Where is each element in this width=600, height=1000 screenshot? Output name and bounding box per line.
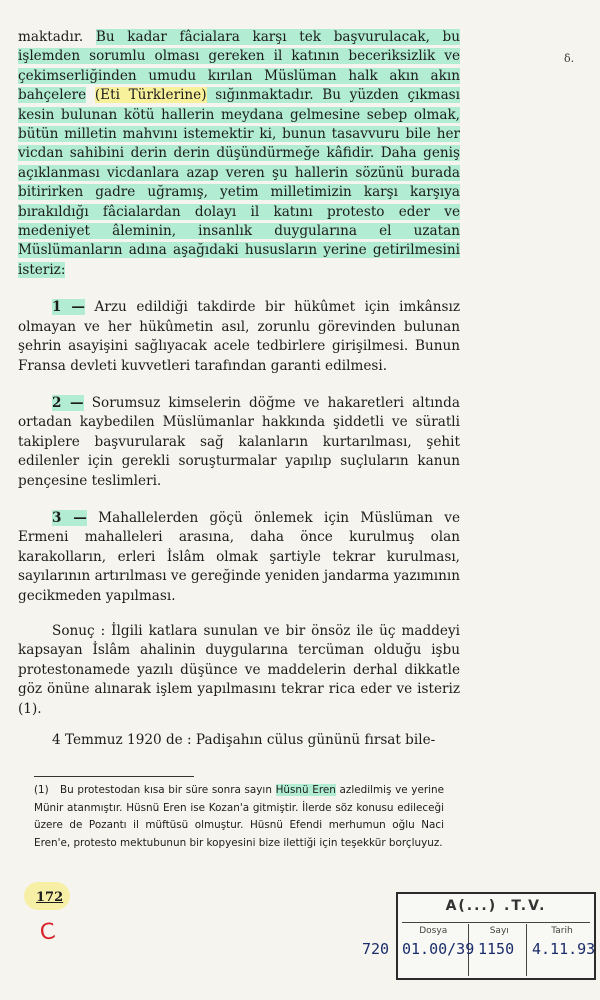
list-item xyxy=(18,509,460,606)
list-item xyxy=(18,298,460,376)
stamp-header: A(...) .T.V. xyxy=(445,898,547,914)
stamp-label: Dosya xyxy=(419,926,448,936)
body-text xyxy=(18,28,460,750)
stamp-labels xyxy=(398,926,594,936)
stamp-sayi: 1150 xyxy=(478,940,515,958)
footnote-highlight-name: Hüsnü Eren xyxy=(275,784,336,796)
handwritten-mark: C xyxy=(38,919,58,946)
archive-stamp xyxy=(396,892,596,980)
stamp-divider xyxy=(402,922,590,923)
stamp-label: Tarih xyxy=(551,926,573,936)
intro-highlight-green: Bu kadar fâcialara karşı tek başvurulacak, bu işlemden sorumlu olması gereken il katının beceriksizlik ve çekimserliğinden umudu kırılan Müslüman halk akın akın bahçelere xyxy=(18,29,461,104)
stamp-label: Sayı xyxy=(489,926,509,936)
intro-paragraph xyxy=(18,28,460,280)
item-number: 1 — xyxy=(52,299,86,316)
item-text: Mahallelerden göçü önlemek için Müslüman ve Ermeni mahalleleri arasına, daha önce kurulmuş olan karakolların, erleri İslâm olmak şartiyle tekrar kurulması, sayılarının artırılması ve gereğinde yeniden jandarma yazımının gecikmeden yapılması. xyxy=(18,509,460,604)
intro-before: maktadır. xyxy=(18,29,96,45)
margin-mark: δ. xyxy=(564,52,575,65)
stamp-separator xyxy=(526,924,527,976)
dateline-paragraph: 4 Temmuz 1920 de : Padişahın cülus gününü fırsat bile- xyxy=(52,732,436,748)
footnote-after: azledilmiş ve yerine Münir atanmıştır. Hüsnü Eren ise Kozan'a gitmiştir. İlerde söz konusu edileceği üzere de Pozantı il müftüsü olmuştur. Hüsnü Efendi merhumun oğlu Naci Eren'e, protesto mektubunun bir kopyesini bize ilettiği için teşekkür borçluyuz. xyxy=(34,784,444,849)
footnote xyxy=(34,782,444,852)
stamp-dosya: 01.00/39 xyxy=(402,940,475,958)
footnote-rule xyxy=(34,776,194,777)
intro-after: sığınmaktadır. Bu yüzden çıkması kesin bulunan kötü hallerin meydana gelmesine sebep olmak, bütün milletin mahvını istemektir ki, bunun tasavvuru bile her vicdan sahibini derin derin düşündürmeğe kâfidir. Daha geniş açıklanması vicdanlara azap veren şu hallerin sözünü burada bitirirken gadre uğramış, yetim milletimizin karşı karşıya bırakıldığı fâcialardan dolayı il katını protesto eder ve medeniyet âleminin, insanlık duygularına el uzatan Müslümanların adına aşağıdaki hususların yerine getirilmesini isteriz: xyxy=(18,87,460,278)
list-item xyxy=(18,394,460,491)
stamp-prefix: 720 xyxy=(362,940,390,958)
conclusion-paragraph: Sonuç : İlgili katlara sunulan ve bir önsöz ile üç maddeyi kapsayan İslâm ahalinin duygularına tercüman olduğu işbu protestonamede yazılı düşünce ve maddelerin derhal dikkatle göz önüne alınarak işlem yapılmasını tekrar rica eder ve isteriz (1). xyxy=(18,622,460,717)
page-number: 172 xyxy=(36,890,64,905)
footnote-number: (1) xyxy=(34,784,49,796)
footnote-before: Bu protestodan kısa bir süre sonra sayın xyxy=(60,784,276,796)
item-number: 2 — xyxy=(52,394,84,411)
item-text: Sorumsuz kimselerin döğme ve hakaretleri altında ortadan kaybedilen Müslümanlar hakkında şiddetli ve süratli takiplere başvurularak sağ kalanların kurtarılması, şehit edilenler için gerekli soruşturmalar yapılıp suçluların kanun pençesine teslimleri. xyxy=(18,394,460,489)
item-text: Arzu edildiği takdirde bir hükûmet için imkânsız olmayan ve her hükûmetin asıl, zorunlu görevinden bulunan şehrin asayişini sağlıyacak acele tedbirlere girişilmesi. Bunun Fransa devleti kuvvetleri tarafından garanti edilmesi. xyxy=(18,299,460,374)
stamp-tarih: 4.11.93 xyxy=(532,940,596,958)
intro-highlight-yellow: (Eti Türklerine) xyxy=(94,87,207,104)
item-number: 3 — xyxy=(52,509,87,526)
